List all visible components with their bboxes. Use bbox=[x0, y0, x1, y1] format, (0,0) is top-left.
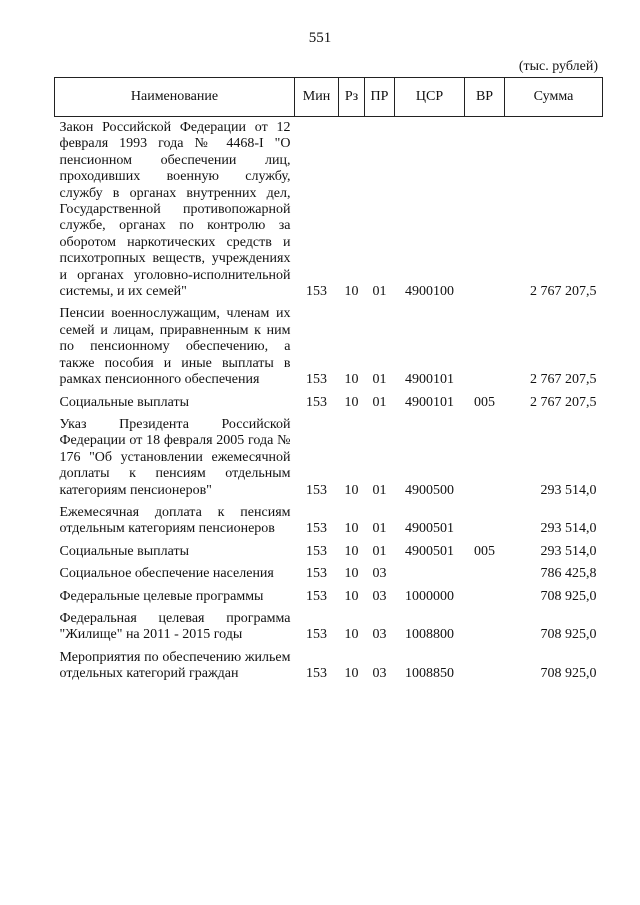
row-sum: 708 925,0 bbox=[540, 627, 597, 643]
row-sum: 293 514,0 bbox=[540, 482, 597, 498]
row-rz: 10 bbox=[344, 627, 359, 643]
row-name: Федеральные целевые программы bbox=[59, 588, 264, 604]
row-sum: 2 767 207,5 bbox=[530, 284, 597, 300]
row-min: 153 bbox=[306, 482, 327, 498]
row-min: 153 bbox=[306, 284, 327, 300]
table-row bbox=[55, 411, 603, 499]
row-pr: 03 bbox=[372, 588, 387, 604]
row-vr bbox=[465, 300, 505, 388]
row-pr: 01 bbox=[372, 372, 387, 388]
row-vr bbox=[465, 583, 505, 605]
row-pr: 03 bbox=[372, 666, 387, 682]
row-name: Пенсии военнослужащим, членам их семей и лицам, приравненным к ним по пенсионному обеспечению, а также пособия и иные выплаты в рамках пенсионного обеспечения bbox=[59, 306, 291, 388]
row-sum: 708 925,0 bbox=[540, 588, 597, 604]
row-name: Социальные выплаты bbox=[59, 543, 190, 559]
header-name: Наименование bbox=[55, 78, 295, 117]
row-csr: 1008850 bbox=[405, 666, 454, 682]
row-min: 153 bbox=[306, 627, 327, 643]
row-min: 153 bbox=[306, 543, 327, 559]
row-rz: 10 bbox=[344, 372, 359, 388]
row-pr: 01 bbox=[372, 521, 387, 537]
row-pr: 01 bbox=[372, 543, 387, 559]
header-rz: Рз bbox=[339, 78, 365, 117]
row-pr: 03 bbox=[372, 627, 387, 643]
table-row bbox=[55, 583, 603, 605]
table-row bbox=[55, 117, 603, 301]
row-name: Федеральная целевая программа "Жилище" на 2011 - 2015 годы bbox=[59, 610, 291, 643]
row-sum: 2 767 207,5 bbox=[530, 394, 597, 410]
row-pr: 03 bbox=[372, 566, 387, 582]
row-pr: 01 bbox=[372, 284, 387, 300]
row-csr: 4900500 bbox=[405, 482, 454, 498]
row-name: Социальное обеспечение населения bbox=[59, 566, 274, 582]
row-vr bbox=[465, 499, 505, 538]
row-vr: 005 bbox=[474, 394, 495, 410]
table-row bbox=[55, 300, 603, 388]
row-pr: 01 bbox=[372, 482, 387, 498]
row-rz: 10 bbox=[344, 666, 359, 682]
table-row bbox=[55, 389, 603, 411]
row-rz: 10 bbox=[344, 566, 359, 582]
table-header bbox=[55, 78, 603, 117]
row-csr: 1008800 bbox=[405, 627, 454, 643]
row-rz: 10 bbox=[344, 543, 359, 559]
row-rz: 10 bbox=[344, 588, 359, 604]
row-name: Социальные выплаты bbox=[59, 394, 190, 410]
header-pr: ПР bbox=[365, 78, 395, 117]
row-name: Мероприятия по обеспечению жильем отдельных категорий граждан bbox=[59, 649, 291, 682]
row-vr: 005 bbox=[474, 543, 495, 559]
row-pr: 01 bbox=[372, 394, 387, 410]
row-vr bbox=[465, 560, 505, 582]
row-min: 153 bbox=[306, 566, 327, 582]
row-min: 153 bbox=[306, 372, 327, 388]
row-sum: 786 425,8 bbox=[540, 566, 597, 582]
row-name: Закон Российской Федерации от 12 февраля 1993 года № 4468-I "О пенсионном обеспечении лиц, проходивших военную службу, службу в органах внутренних дел, Государственной противопожарной службе, органах по контролю за оборотом наркотических средств и психотропных веществ, учреждениях и органах уголовно-исполнительной системы, и их семей" bbox=[59, 120, 291, 300]
header-vr: ВР bbox=[465, 78, 505, 117]
row-sum: 293 514,0 bbox=[540, 521, 597, 537]
row-vr bbox=[465, 411, 505, 499]
row-sum: 708 925,0 bbox=[540, 666, 597, 682]
table-row bbox=[55, 499, 603, 538]
table-row bbox=[55, 605, 603, 644]
row-csr: 4900501 bbox=[405, 543, 454, 559]
row-csr: 4900100 bbox=[405, 284, 454, 300]
row-rz: 10 bbox=[344, 284, 359, 300]
row-csr: 1000000 bbox=[405, 588, 454, 604]
row-name: Ежемесячная доплата к пенсиям отдельным категориям пенсионеров bbox=[59, 504, 291, 537]
row-rz: 10 bbox=[344, 482, 359, 498]
row-min: 153 bbox=[306, 666, 327, 682]
table-row bbox=[55, 538, 603, 560]
row-rz: 10 bbox=[344, 394, 359, 410]
table-row bbox=[55, 560, 603, 582]
row-csr: 4900101 bbox=[405, 394, 454, 410]
row-vr bbox=[465, 605, 505, 644]
units-label: (тыс. рублей) bbox=[518, 59, 598, 74]
row-min: 153 bbox=[306, 521, 327, 537]
row-sum: 293 514,0 bbox=[540, 543, 597, 559]
budget-table bbox=[54, 77, 603, 683]
page-number: 551 bbox=[308, 30, 332, 46]
row-rz: 10 bbox=[344, 521, 359, 537]
table-row bbox=[55, 644, 603, 683]
header-min: Мин bbox=[295, 78, 339, 117]
header-sum: Сумма bbox=[505, 78, 603, 117]
row-sum: 2 767 207,5 bbox=[530, 372, 597, 388]
row-csr: 4900101 bbox=[405, 372, 454, 388]
row-min: 153 bbox=[306, 394, 327, 410]
row-vr bbox=[465, 644, 505, 683]
row-vr bbox=[465, 117, 505, 301]
row-csr: 4900501 bbox=[405, 521, 454, 537]
row-min: 153 bbox=[306, 588, 327, 604]
row-name: Указ Президента Российской Федерации от 18 февраля 2005 года № 176 "Об установлении ежемесячной доплаты к пенсиям отдельным категориям пенсионеров" bbox=[59, 416, 291, 498]
row-csr bbox=[395, 560, 465, 582]
header-csr: ЦСР bbox=[395, 78, 465, 117]
